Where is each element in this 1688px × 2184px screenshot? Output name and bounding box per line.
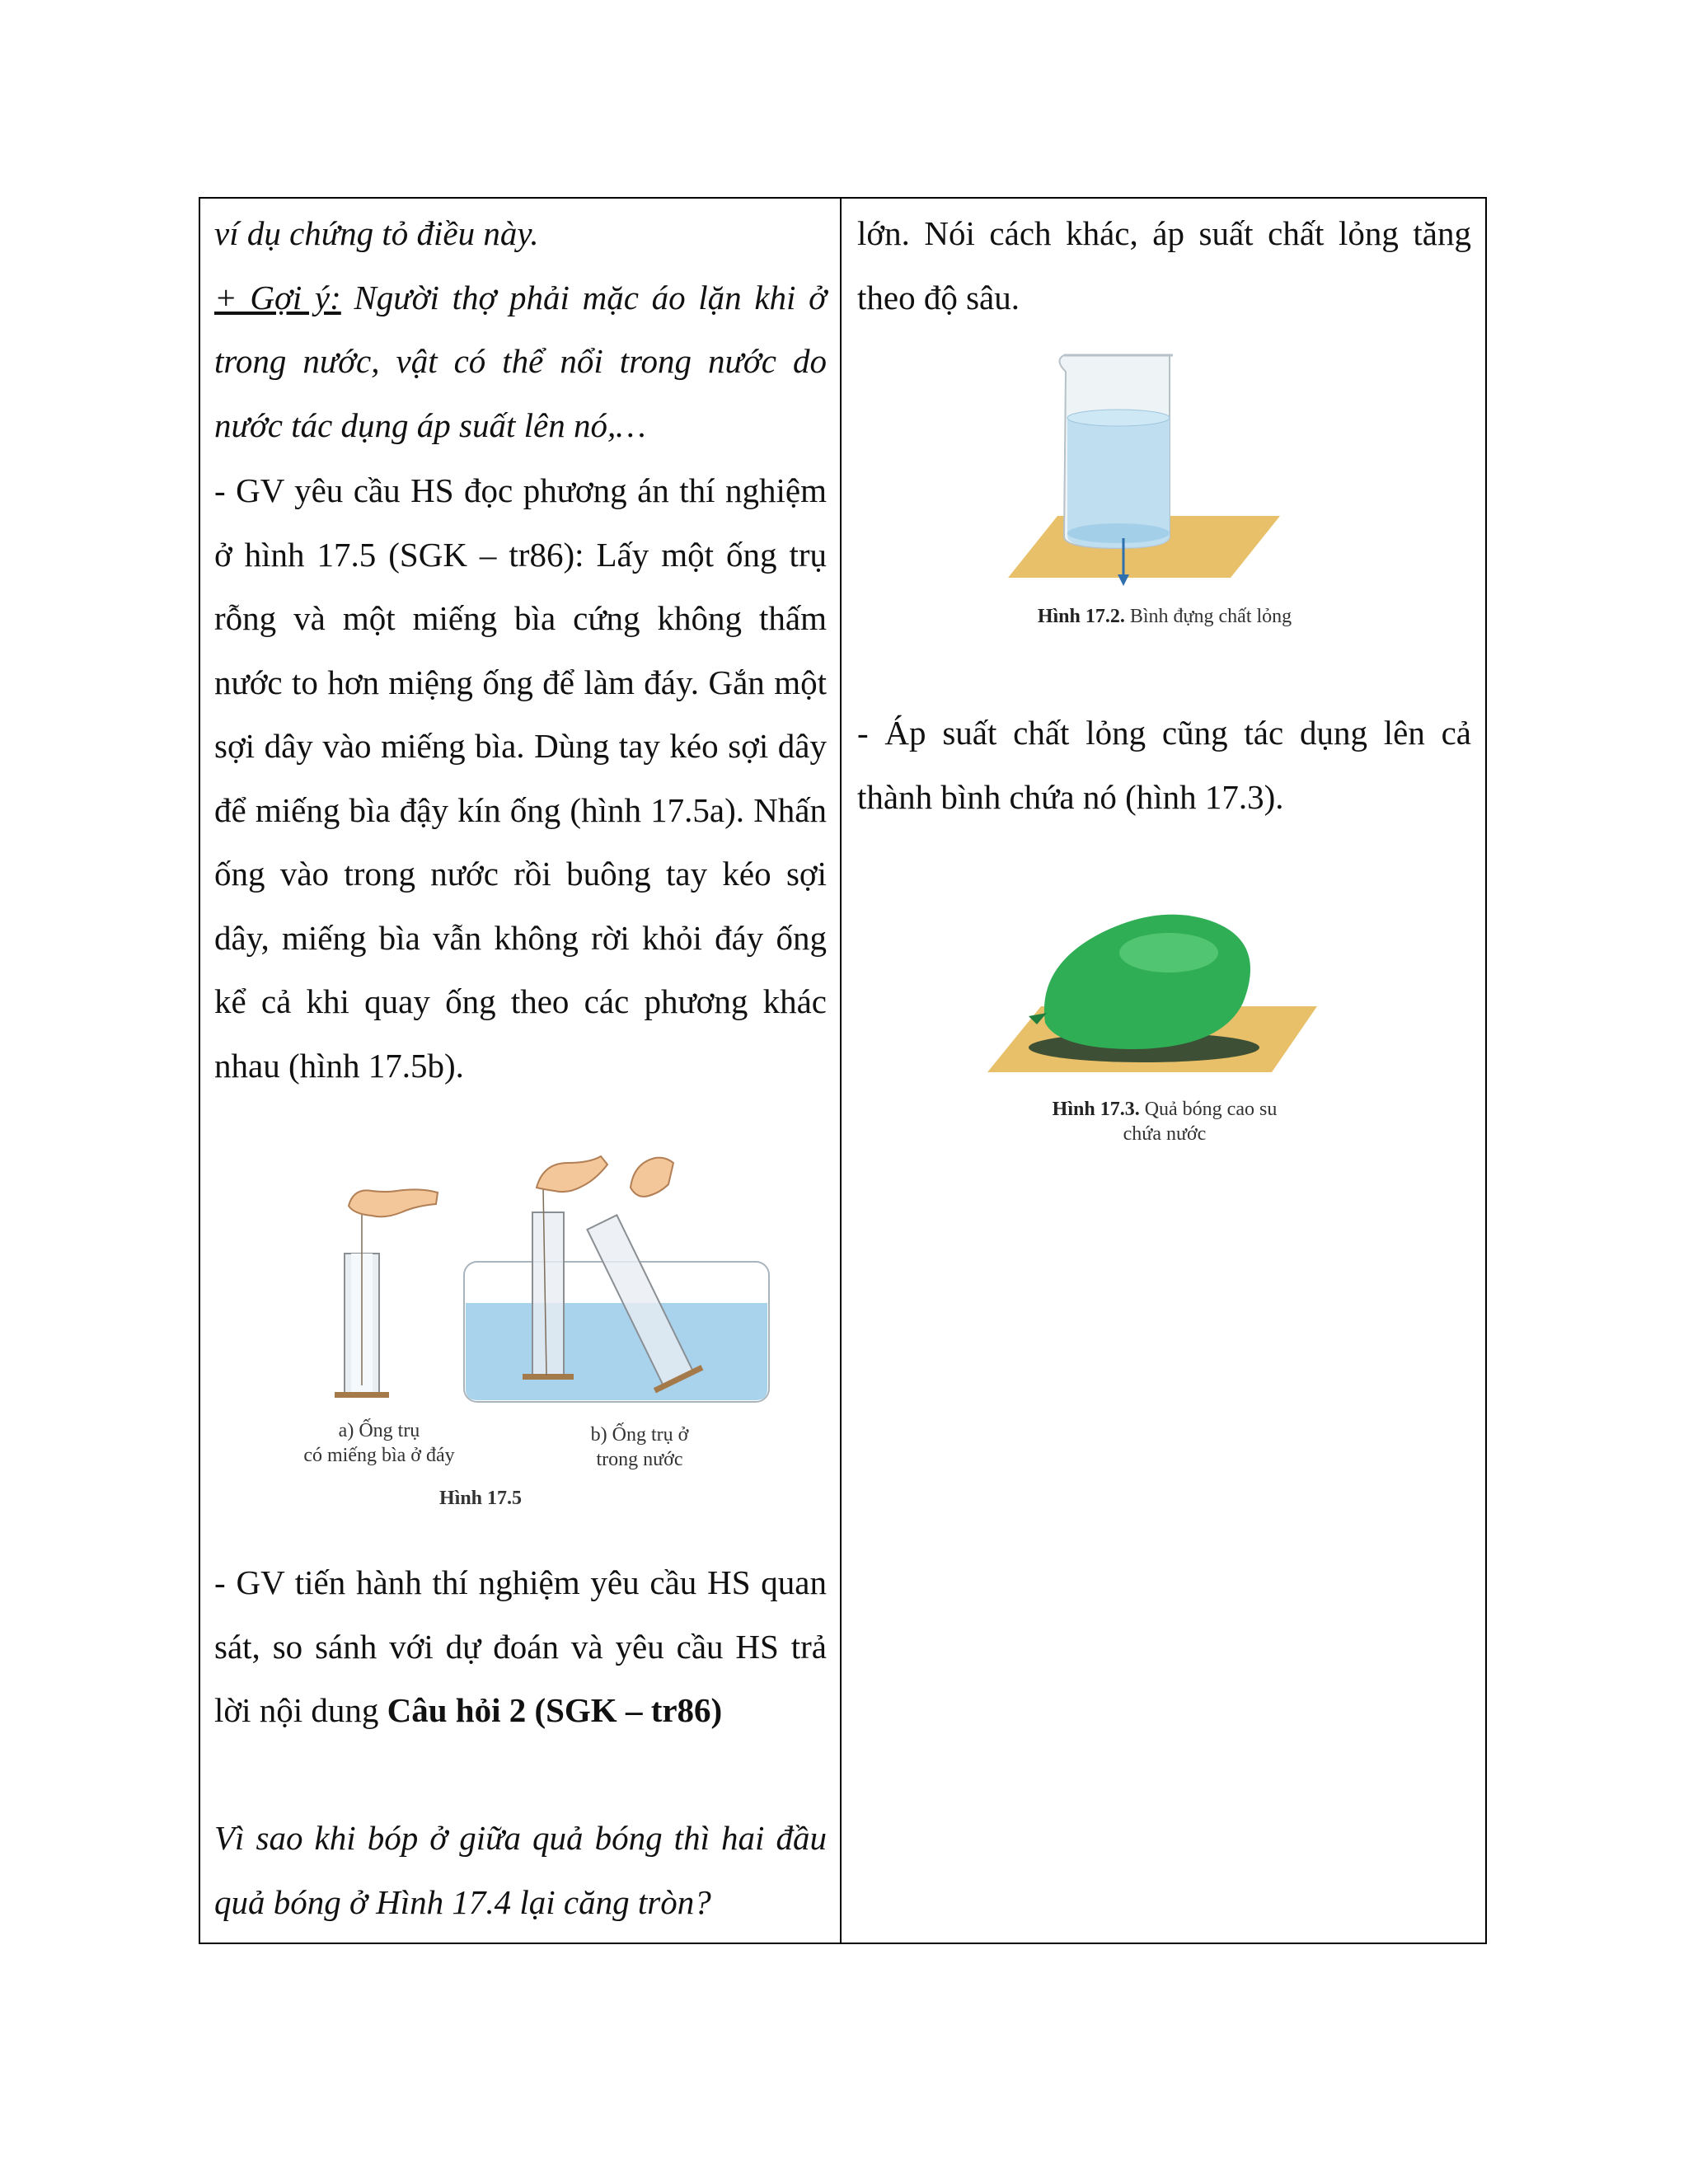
figure-17-5-title: Hình 17.5 bbox=[438, 1488, 523, 1509]
figure-17-3-label: Hình 17.3. bbox=[1052, 1099, 1140, 1120]
figure-17-2-beaker bbox=[1008, 347, 1305, 586]
figure-17-5b-caption bbox=[545, 1422, 734, 1472]
water-tank-illustration bbox=[464, 1156, 769, 1402]
left-column bbox=[200, 199, 842, 1943]
figure-17-2-text: Bình đựng chất lỏng bbox=[1124, 606, 1292, 627]
caption-a-line-1: a) Ống trụ bbox=[338, 1420, 420, 1441]
left-question-paragraph: Vì sao khi bóp ở giữa quả bóng thì hai đầu quả bóng ở Hình 17.4 lại căng tròn? bbox=[214, 1819, 827, 1921]
right-paragraph-1: lớn. Nói cách khác, áp suất chất lỏng tăng theo độ sâu. bbox=[857, 214, 1471, 316]
right-column bbox=[843, 199, 1485, 1943]
figure-17-3-caption bbox=[1008, 1097, 1321, 1146]
teacher-instruction-text: - GV tiến hành thí nghiệm yêu cầu HS quan sát, so sánh với dự đoán và yêu cầu HS trả lời nội dung bbox=[214, 1563, 827, 1729]
figure-17-3-text-1: Quả bóng cao su bbox=[1139, 1099, 1278, 1120]
figure-17-5a-caption bbox=[276, 1418, 482, 1468]
right-paragraph-2: - Áp suất chất lỏng cũng tác dụng lên cả thành bình chứa nó (hình 17.3). bbox=[857, 714, 1471, 816]
hint-label: + Gợi ý: bbox=[214, 278, 341, 316]
caption-a-line-2: có miếng bìa ở đáy bbox=[303, 1445, 455, 1466]
left-intro-text: ví dụ chứng tỏ điều này. bbox=[214, 214, 539, 252]
caption-b-line-1: b) Ống trụ ở bbox=[590, 1424, 689, 1446]
left-paragraph-1 bbox=[214, 202, 827, 457]
hint-text: Người thợ phải mặc áo lặn khi ở trong nước, vật có thể nổi trong nước do nước tác dụng áp suất lên nó,… bbox=[214, 278, 828, 444]
caption-b-line-2: trong nước bbox=[596, 1449, 683, 1470]
question-2-reference: Câu hỏi 2 (SGK – tr86) bbox=[387, 1691, 723, 1729]
figure-17-5 bbox=[266, 1155, 794, 1410]
tube-a-illustration bbox=[335, 1189, 438, 1398]
left-experiment-paragraph: - GV yêu cầu HS đọc phương án thí nghiệm ở hình 17.5 (SGK – tr86): Lấy một ống trụ rỗng và một miếng bìa cứng không thấm nước to hơn miệng ống để làm đáy. Gắn một sợi dây vào miếng bìa. Dùng tay kéo sợi dây để miếng bìa đậy kín ống (hình 17.5a). Nhấn ống vào trong nước rồi buông tay kéo sợi dây, miếng bìa vẫn không rời khỏi đáy ống kể cả khi quay ống theo các phương khác nhau (hình 17.5b). bbox=[214, 471, 827, 1085]
figure-17-3-balloon bbox=[987, 907, 1317, 1072]
lesson-table bbox=[199, 197, 1487, 1944]
figure-17-2-label: Hình 17.2. bbox=[1037, 606, 1125, 627]
figure-17-2-caption bbox=[1000, 606, 1329, 628]
left-teacher-paragraph bbox=[214, 1551, 827, 1743]
figure-17-3-text-2: chứa nước bbox=[1123, 1123, 1207, 1145]
